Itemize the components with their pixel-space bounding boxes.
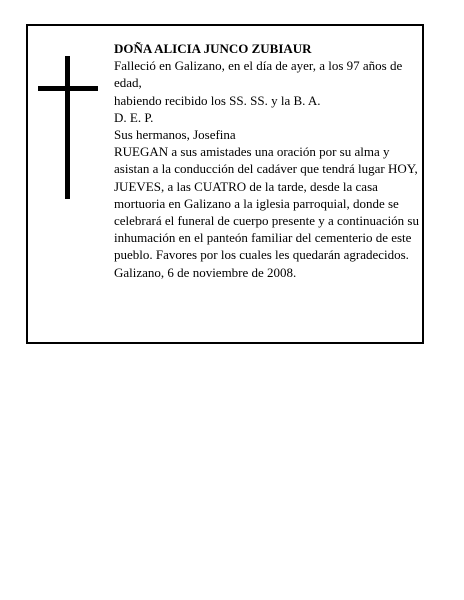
cross-icon [38,56,98,199]
place-date: Galizano, 6 de noviembre de 2008. [114,264,297,280]
sacraments-line: habiendo recibido los SS. SS. y la B. A. [114,92,321,108]
cross-horizontal-bar [38,86,98,91]
cross-vertical-bar [65,56,70,199]
family-line: Sus hermanos, Josefina [114,127,236,143]
notice-text [114,40,420,281]
deceased-name: DOÑA ALICIA JUNCO ZUBIAUR [114,41,312,56]
obituary-notice [26,24,424,344]
rip-line: D. E. P. [114,109,154,125]
funeral-request: RUEGAN a sus amistades una oración por su alma y asistan a la conducción del cadáver que tendrá lugar HOY, JUEVES, a las CUATRO de la tarde, desde la casa mortuoria en Galizano a la iglesia parroquial, donde se celebrará el funeral de cuerpo presente y a continuación su inhumación en el panteón familiar del cementerio de este pueblo. Favores por los cuales les quedarán agradecidos. [114,144,419,263]
death-announcement: Falleció en Galizano, en el día de ayer, a los 97 años de edad, [114,58,403,91]
